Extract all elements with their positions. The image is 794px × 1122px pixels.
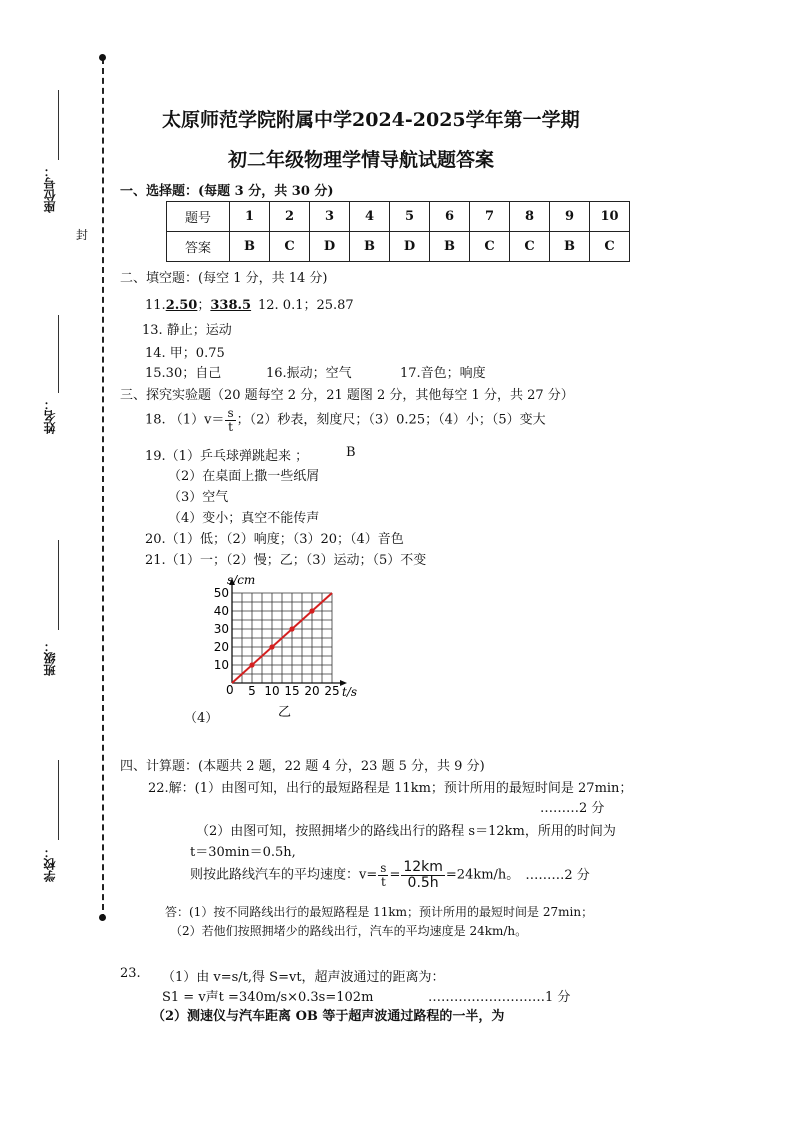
school-underline: [58, 760, 59, 840]
seat-label: 座位号：: [43, 165, 57, 213]
y-tick-label: 30: [213, 622, 229, 636]
table-cell: B: [350, 232, 390, 262]
q22-2: （2）由图可知，按照拥堵少的路线出行的路程 s＝12km，所用的时间为: [196, 824, 616, 839]
q23-number: 23.: [120, 966, 141, 981]
q22-4-num: 12km: [403, 859, 443, 875]
q19-1b-answer: B: [346, 445, 356, 460]
data-point: [309, 608, 314, 613]
data-point: [289, 626, 294, 631]
q23-3: （2）测速仪与汽车距离 OB 等于超声波通过路程的一半，为: [152, 1009, 505, 1024]
section1-heading: 一、选择题：(每题 3 分，共 30 分): [120, 184, 334, 199]
chart-ylabel: s/cm: [227, 573, 256, 587]
chart-caption: 乙: [278, 705, 292, 720]
y-tick-label: 40: [213, 604, 229, 618]
q19-4-answer: （4）变小；真空不能传声: [168, 511, 320, 526]
table-cell: 2: [270, 202, 310, 232]
y-tick-label: 10: [213, 658, 229, 672]
school-label: 学校：: [43, 846, 57, 882]
table-cell: C: [470, 232, 510, 262]
x-tick-label: 5: [248, 684, 256, 698]
name-underline: [58, 315, 59, 393]
table-cell: 5: [390, 202, 430, 232]
q22-answer-2: （2）若他们按照拥堵少的路线出行，汽车的平均速度是 24km/h。: [170, 924, 528, 938]
table-cell: B: [230, 232, 270, 262]
table-row-answers: [167, 232, 630, 262]
seat-underline: [58, 90, 59, 160]
q22-4-v: v=: [359, 867, 378, 883]
q16-answer: 16.振动；空气: [266, 366, 352, 381]
q19-1-answer: 19.（1）乒乓球弹跳起来 ；: [145, 449, 309, 464]
q22-4-result: =24km/h。: [445, 867, 520, 883]
answer-table: [166, 201, 630, 262]
q22-3: t＝30min＝0.5h,: [190, 845, 296, 860]
q18-numerator: s: [227, 406, 234, 420]
q21-4-label: （4）: [184, 711, 219, 726]
table-cell: B: [550, 232, 590, 262]
q23-2-score: ………………………1 分: [428, 990, 571, 1005]
table-cell: C: [270, 232, 310, 262]
s-t-graph: [200, 570, 360, 720]
seal-char: 封: [76, 228, 89, 242]
data-point: [249, 662, 254, 667]
binding-dot-bottom: [99, 914, 106, 921]
section2-heading: 二、填空题：(每空 1 分，共 14 分): [120, 271, 328, 286]
class-label: 班级：: [43, 640, 57, 676]
table-header-number: 题号: [167, 202, 230, 232]
table-cell: C: [510, 232, 550, 262]
table-cell: C: [590, 232, 630, 262]
q22-4-score: ………2 分: [525, 867, 590, 883]
q22-4-prefix: 则按此路线汽车的平均速度：: [190, 867, 360, 883]
chart-xlabel: t/s: [342, 685, 358, 699]
q11-prefix: 11.: [145, 298, 166, 313]
q22-4: [190, 860, 590, 890]
page-title: 太原师范学院附属中学2024-2025学年第一学期: [162, 109, 580, 131]
q22-1: 22.解：(1）由图可知，出行的最短路程是 11km；预计所用的最短时间是 27min；: [148, 781, 633, 796]
q13-answer: 13. 静止；运动: [142, 323, 232, 338]
table-cell: 9: [550, 202, 590, 232]
x-tick-label: 15: [284, 684, 300, 698]
table-cell: 4: [350, 202, 390, 232]
table-cell: 3: [310, 202, 350, 232]
q18-prefix: 18. （1）v＝: [145, 412, 225, 428]
q22-4-den: 0.5h: [407, 874, 439, 891]
class-underline: [58, 540, 59, 630]
table-row-numbers: [167, 202, 630, 232]
table-header-answer: 答案: [167, 232, 230, 262]
binding-dot-top: [99, 54, 106, 61]
q11-answer: [145, 294, 251, 313]
q18-denominator: t: [228, 419, 233, 434]
table-cell: B: [430, 232, 470, 262]
q12-answer: 12. 0.1；25.87: [258, 298, 354, 313]
q15-answer: 15.30；自己: [145, 366, 222, 381]
table-cell: 7: [470, 202, 510, 232]
binding-dashed-line: [102, 58, 104, 920]
page-subtitle: 初二年级物理学情导航试题答案: [228, 149, 495, 171]
q22-4-s: s: [380, 861, 387, 876]
table-cell: 10: [590, 202, 630, 232]
table-cell: D: [390, 232, 430, 262]
q14-answer: 14. 甲；0.75: [145, 346, 225, 361]
q19-3-answer: （3）空气: [168, 490, 229, 505]
q11-value-b: 338.5: [210, 298, 252, 313]
q22-4-fraction-values: [401, 860, 445, 890]
x-tick-label: 10: [264, 684, 280, 698]
q11-value-a: 2.50: [165, 298, 198, 313]
q18-answer: [145, 407, 546, 433]
section3-heading: 三、探究实验题（20 题每空 2 分，21 题图 2 分，其他每空 1 分，共 27 分）: [120, 388, 574, 403]
chart-origin-label: 0: [226, 683, 234, 697]
y-tick-label: 20: [213, 640, 229, 654]
table-cell: 8: [510, 202, 550, 232]
q22-4-t: t: [380, 874, 386, 889]
q22-1-score: ………2 分: [540, 801, 605, 816]
q18-rest: ；（2）秒表，刻度尺；（3）0.25；（4）小；（5）变大: [236, 412, 546, 428]
q22-4-eq: =: [389, 867, 401, 883]
q23-1: （1）由 v=s/t,得 S=vt，超声波通过的距离为：: [162, 970, 445, 985]
y-tick-label: 50: [213, 586, 229, 600]
q11-sep: ；: [197, 298, 211, 313]
q23-2: S1 = v声t =340m/s×0.3s=102m: [162, 990, 374, 1005]
name-label: 姓名：: [43, 398, 57, 434]
data-point: [269, 644, 274, 649]
q22-4-fraction-st: [378, 862, 388, 888]
q19-2-answer: （2）在桌面上撒一些纸屑: [168, 469, 320, 484]
q18-fraction: [225, 407, 235, 433]
q22-answer-1: 答：(1）按不同路线出行的最短路程是 11km；预计所用的最短时间是 27min；: [165, 905, 594, 919]
section4-heading: 四、计算题：(本题共 2 题，22 题 4 分，23 题 5 分，共 9 分): [120, 759, 485, 774]
table-cell: 6: [430, 202, 470, 232]
q20-answer: 20.（1）低；（2）响度；（3）20；（4）音色: [145, 532, 404, 547]
table-cell: 1: [230, 202, 270, 232]
table-cell: D: [310, 232, 350, 262]
q21-answer: 21.（1）一；（2）慢；乙；（3）运动；（5）不变: [145, 553, 427, 568]
x-tick-label: 20: [304, 684, 320, 698]
q17-answer: 17.音色；响度: [400, 366, 486, 381]
x-tick-label: 25: [324, 684, 340, 698]
